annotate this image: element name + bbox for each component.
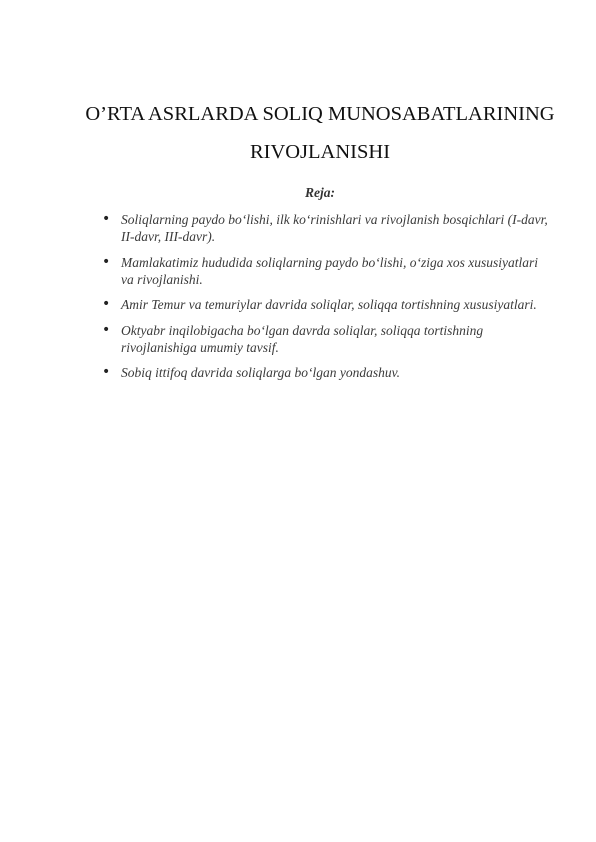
plan-item-text: Oktyabr inqilobigacha bo‘lgan davrda soliqlar, soliqqa tortishning rivojlanishiga umumiy tavsif. <box>121 322 484 355</box>
plan-item-text: Mamlakatimiz hududida soliqlarning paydo bo‘lishi, o‘ziga xos xususiyatlari va rivojlanishi. <box>121 254 538 287</box>
bullet-icon: • <box>102 211 111 227</box>
plan-heading: Reja: <box>305 185 335 200</box>
plan-item-text: Soliqlarning paydo bo‘lishi, ilk ko‘rinishlari va rivojlanish bosqichlari (I-davr, II-davr, III-davr). <box>121 212 548 244</box>
plan-item-text: Amir Temur va temuriylar davrida soliqlar, soliqqa tortishning xususiyatlari. <box>121 297 537 312</box>
bullet-icon: • <box>102 321 111 338</box>
page-title-line-2: RIVOJLANISHI <box>249 141 391 163</box>
plan-list <box>98 211 548 390</box>
bullet-icon: • <box>102 364 111 380</box>
plan-list-item <box>98 322 548 356</box>
plan-list-item <box>98 211 548 245</box>
plan-list-item <box>98 254 548 288</box>
page-title-line-1: O’RTA ASRLARDA SOLIQ MUNOSABATLARINING <box>85 103 555 125</box>
plan-item-text: Sobiq ittifoq davrida soliqlarga bo‘lgan yondashuv. <box>121 365 400 380</box>
bullet-icon: • <box>102 296 111 312</box>
plan-list-item <box>98 364 548 381</box>
bullet-icon: • <box>102 253 111 270</box>
plan-list-item <box>98 296 548 313</box>
